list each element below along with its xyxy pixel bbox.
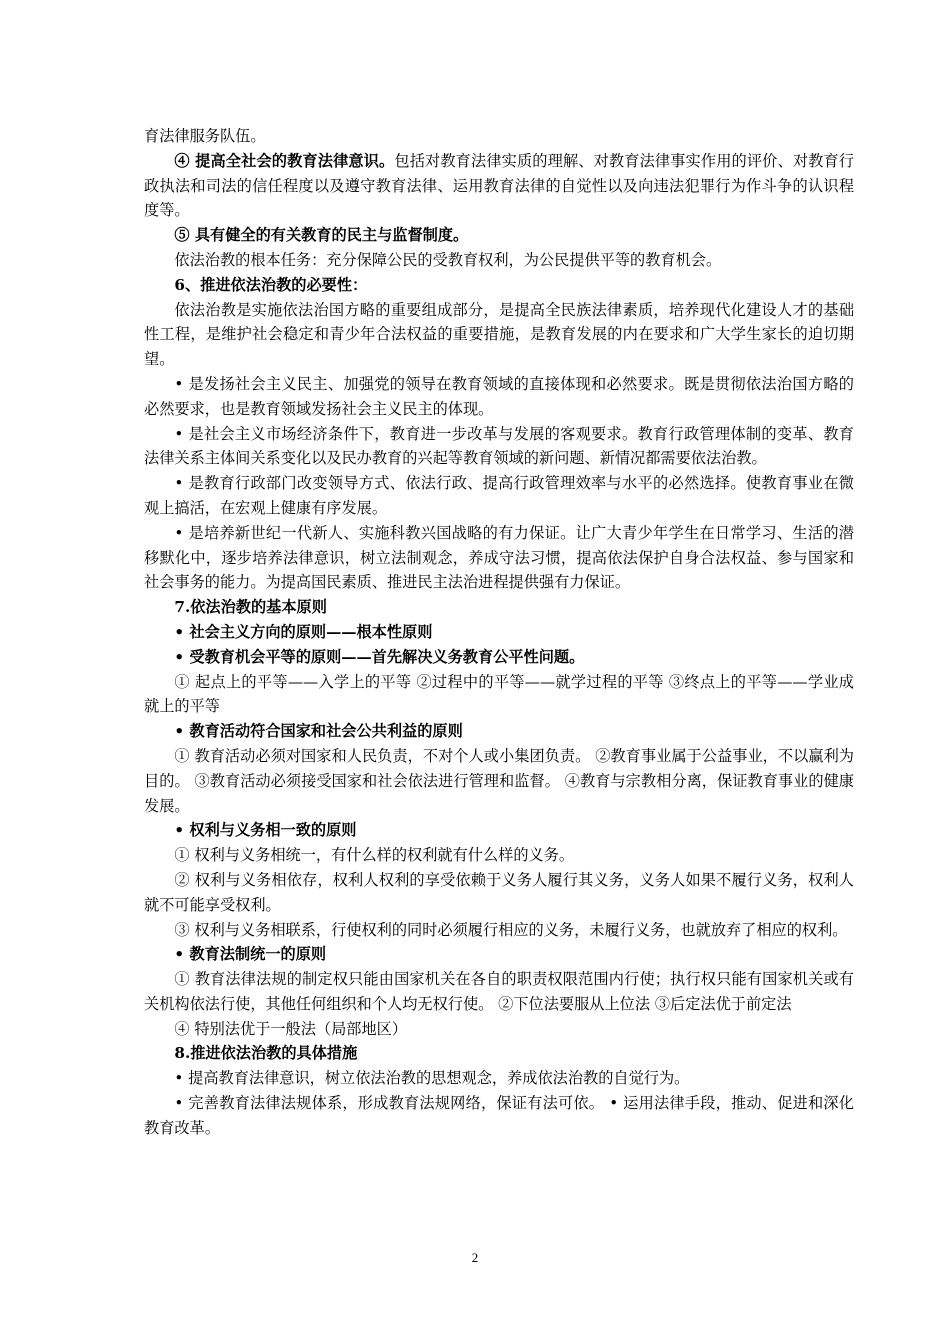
bullet-necessity-4: • 是培养新世纪一代新人、实施科教兴国战略的有力保证。让广大青少年学生在日常学习、生活的潜移默化中，逐步培养法律意识，树立法制观念，养成守法习惯，提高依法保护自身合法权益、参与国家和社会事务的能力。为提高国民素质、推进民主法治进程提供强有力保证。	[144, 523, 854, 592]
heading-basic-principles: 7.依法治教的基本原则	[174, 598, 327, 617]
heading-necessity: 6、推进依法治教的必要性：	[174, 275, 368, 294]
paragraph-public-interest-points: ① 教育活动必须对国家和人民负责，不对个人或小集团负责。 ②教育事业属于公益事业，不以赢利为目的。 ③教育活动必须接受国家和社会依法进行管理和监督。 ④教育与宗教相分离，保证教育事业的健康发展。	[144, 746, 854, 815]
bullet-necessity-2: • 是社会主义市场经济条件下，教育进一步改革与发展的客观要求。教育行政管理体制的变革、教育法律关系主体间关系变化以及民办教育的兴起等教育领域的新问题、新情况都需要依法治教。	[144, 424, 854, 468]
document-body	[144, 124, 854, 1141]
paragraph-legal-awareness: ④ 提高全社会的教育法律意识。包括对教育法律实质的理解、对教育法律事实作用的评价、对教育行政执法和司法的信任程度以及遵守教育法律、运用教育法律的自觉性以及向违法犯罪行为作斗争的认识程度等。	[144, 151, 854, 220]
principle-public-interest: • 教育活动符合国家和社会公共利益的原则	[174, 722, 463, 741]
principle-equal-opportunity: • 受教育机会平等的原则——首先解决义务教育公平性问题。	[174, 647, 585, 666]
paragraph-rights-duties-2: ② 权利与义务相依存，权利人权利的享受依赖于义务人履行其义务，义务人如果不履行义务，权利人就不可能享受权利。	[144, 870, 854, 914]
bullet-necessity-1: • 是发扬社会主义民主、加强党的领导在教育领域的直接体现和必然要求。既是贯彻依法治国方略的必然要求，也是教育领域发扬社会主义民主的体现。	[144, 374, 854, 418]
bullet-measure-1: • 提高教育法律意识，树立依法治教的思想观念，养成依法治教的自觉行为。	[174, 1069, 690, 1088]
paragraph-democracy-supervision	[144, 223, 854, 248]
paragraph-equality-points: ① 起点上的平等——入学上的平等 ②过程中的平等——就学过程的平等 ③终点上的平等——学业成就上的平等	[144, 672, 854, 716]
paragraph-continuation: 育法律服务队伍。	[144, 127, 266, 145]
heading-specific-measures: 8.推进依法治教的具体措施	[174, 1044, 358, 1063]
paragraph-rights-duties-1: ① 权利与义务相统一，有什么样的权利就有什么样的义务。	[174, 846, 575, 865]
paragraph-necessity-intro: 依法治教是实施依法治国方略的重要组成部分，是提高全民族法律素质，培养现代化建设人才的基础性工程，是维护社会稳定和青少年合法权益的重要措施，是教育发展的内在要求和广大学生家长的迫切期望。	[144, 300, 854, 369]
principle-legal-unity: • 教育法制统一的原则	[174, 945, 327, 964]
bold-lead: ⑤ 具有健全的有关教育的民主与监督制度。	[174, 226, 469, 245]
principle-socialist-direction: • 社会主义方向的原则——根本性原则	[174, 622, 433, 641]
paragraph-legal-unity-2: ④ 特别法优于一般法（局部地区）	[174, 1019, 408, 1038]
bullet-measure-2: • 完善教育法律法规体系，形成教育法规网络，保证有法可依。 • 运用法律手段，推动、促进和深化教育改革。	[144, 1094, 854, 1137]
paragraph-fundamental-task: 依法治教的根本任务：充分保障公民的受教育权利，为公民提供平等的教育机会。	[174, 250, 722, 269]
principle-rights-duties: • 权利与义务相一致的原则	[174, 821, 357, 840]
page-number: 2	[471, 1250, 479, 1265]
bold-lead: ④ 提高全社会的教育法律意识。	[174, 151, 395, 170]
bullet-necessity-3: • 是教育行政部门改变领导方式、依法行政、提高行政管理效率与水平的必然选择。使教育事业在微观上搞活，在宏观上健康有序发展。	[144, 474, 854, 517]
paragraph-legal-unity-1: ① 教育法律法规的制定权只能由国家机关在各自的职责权限范围内行使；执行权只能有国家机关或有关机构依法行使，其他任何组织和个人均无权行使。 ②下位法要服从上位法 ③后定法优于前定法	[144, 970, 854, 1013]
paragraph-rights-duties-3: ③ 权利与义务相联系，行使权利的同时必须履行相应的义务，未履行义务，也就放弃了相应的权利。	[174, 920, 848, 939]
